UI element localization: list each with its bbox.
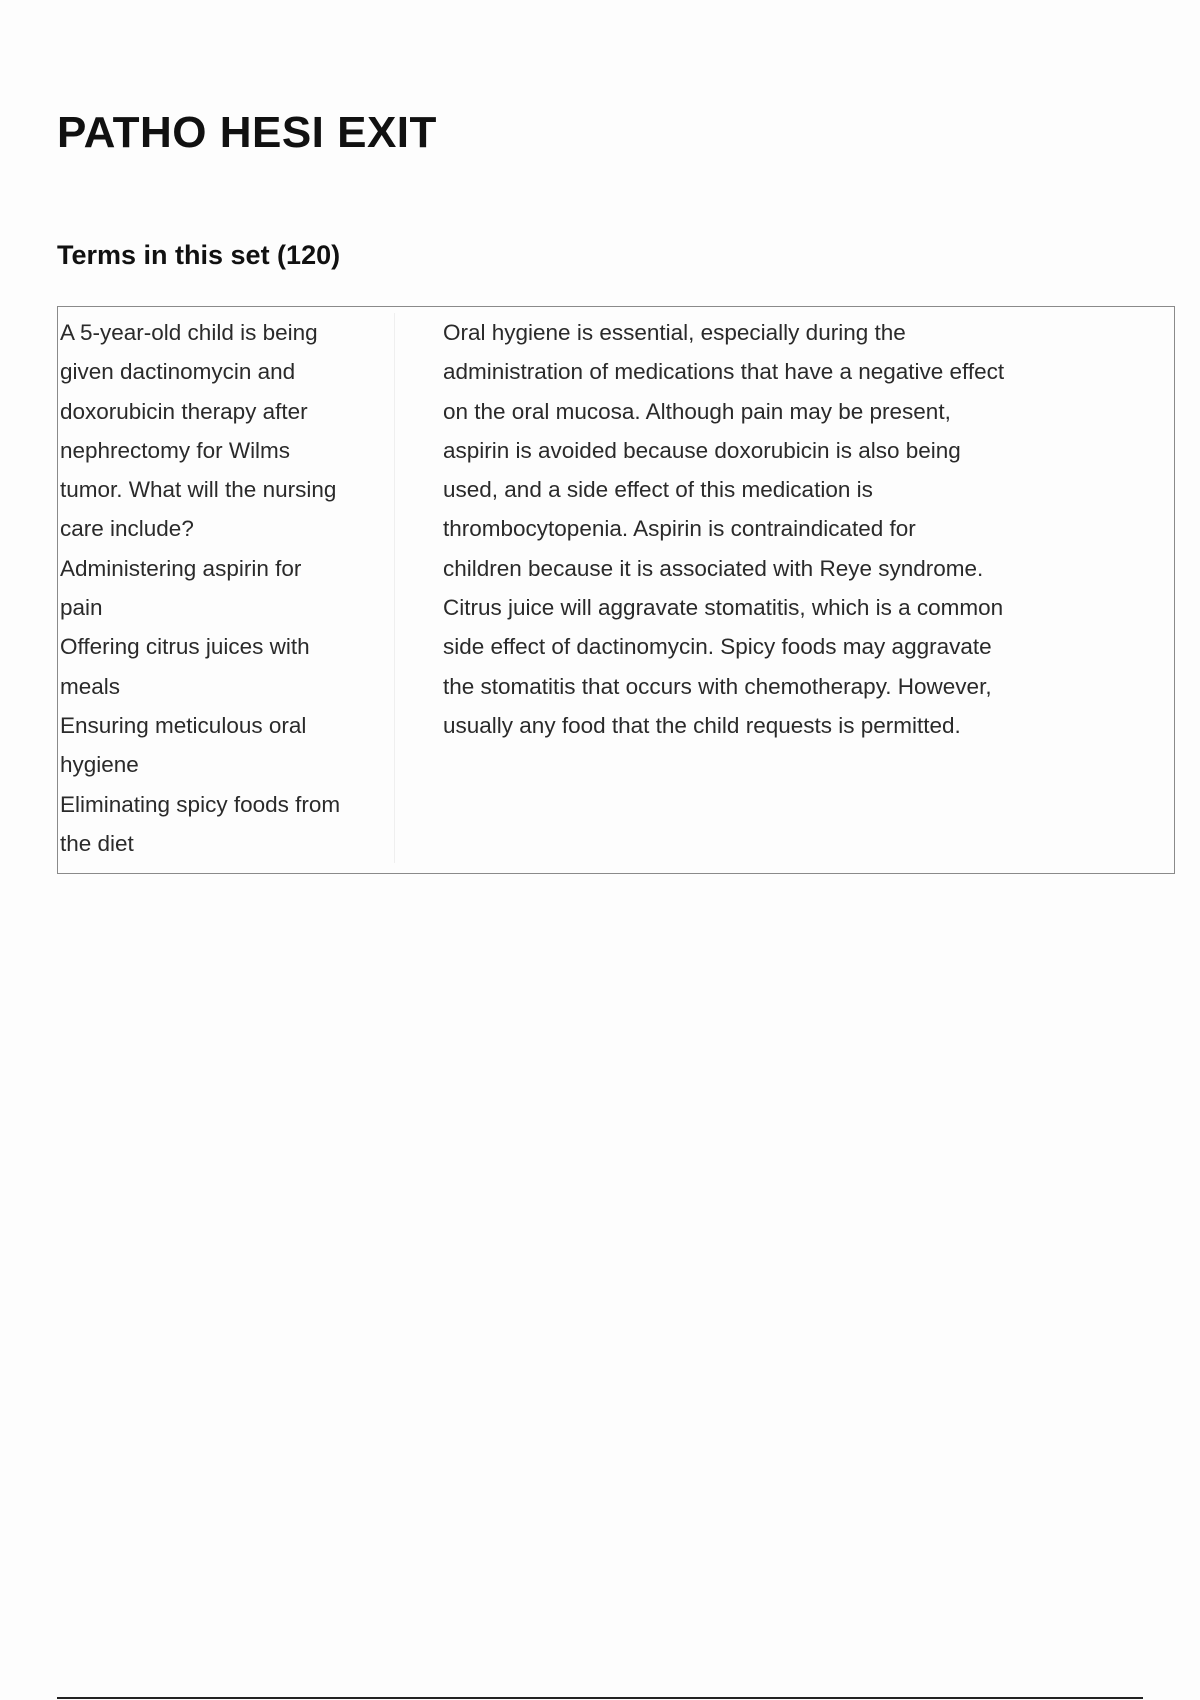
question-line: nephrectomy for Wilms [60, 437, 291, 463]
answer-option-line: pain [60, 595, 103, 621]
page-title: PATHO HESI EXIT [57, 108, 437, 157]
answer-option-line: Ensuring meticulous oral [60, 712, 307, 738]
terms-count-heading: Terms in this set (120) [57, 240, 341, 270]
answer-option-line: meals [60, 673, 121, 699]
answer-option-line: Eliminating spicy foods from [60, 791, 341, 817]
answer-option-line: Administering aspirin for [60, 555, 302, 581]
question-line: A 5-year-old child is being [60, 320, 318, 345]
footer-divider [57, 1697, 1143, 1699]
answer-option-line: the diet [60, 830, 134, 856]
question-line: given dactinomycin and [60, 359, 296, 385]
question-line: doxorubicin therapy after [60, 398, 308, 424]
term-definition: Oral hygiene is essential, especially during the administration of medications that have a negative effect on the oral mucosa. Although pain may be present, aspirin is avoided because doxorubicin is also being used, and a side effect of this medication is thrombocytopenia. Aspirin is contraindicated for children because it is associated with Reye syndrome. Citrus juice will aggravate stomatitis, which is a common side effect of dactinomycin. Spicy foods may aggravate the stomatitis that occurs with chemotherapy. However, usually any food that the child requests is permitted. [443, 320, 1005, 738]
answer-option-line: hygiene [60, 752, 139, 778]
terms-table [57, 306, 1175, 874]
column-divider [394, 313, 395, 863]
term-card [58, 307, 1174, 873]
answer-option-line: Offering citrus juices with [60, 634, 310, 660]
term-question-column [60, 313, 380, 863]
question-line: care include? [60, 516, 194, 542]
question-line: tumor. What will the nursing [60, 477, 337, 503]
